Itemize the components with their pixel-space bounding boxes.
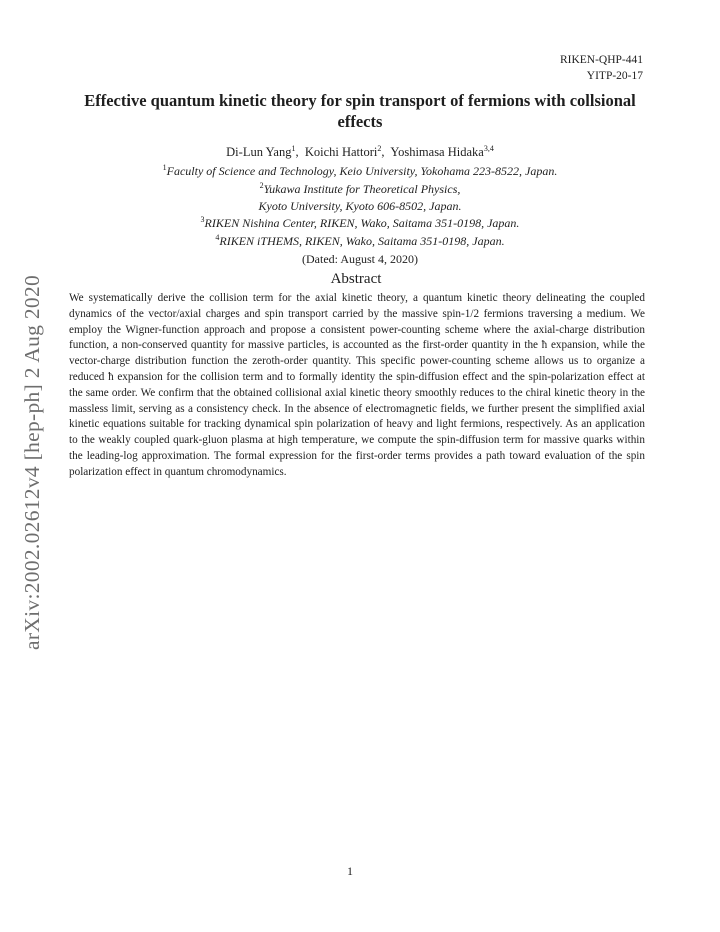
- arxiv-stamp: arXiv:2002.02612v4 [hep-ph] 2 Aug 2020: [20, 274, 44, 650]
- affiliation-text: RIKEN Nishina Center, RIKEN, Wako, Saitama 351-0198, Japan.: [204, 216, 520, 230]
- affiliation-mark: 4: [215, 233, 220, 242]
- author-name: Di-Lun Yang: [226, 145, 292, 159]
- affiliation: [0, 164, 720, 179]
- affiliation-mark: 3: [200, 215, 205, 224]
- page-number: 1: [347, 864, 353, 878]
- dated-line: (Dated: August 4, 2020): [302, 252, 418, 266]
- affiliation-mark: 2: [259, 181, 264, 190]
- paper-title: Effective quantum kinetic theory for spin transport of fermions with collsional effects: [84, 91, 636, 131]
- author-affiliation-mark: 1: [291, 144, 296, 153]
- report-number: RIKEN-QHP-441: [559, 54, 643, 66]
- author-affiliation-mark: 2: [377, 144, 382, 153]
- affiliation-text: Faculty of Science and Technology, Keio University, Yokohama 223-8522, Japan.: [166, 164, 558, 178]
- abstract-text: We systematically derive the collision term for the axial kinetic theory, a quantum kinetic theory delineating the coupled dynamics of the vector/axial charges and spin transport carried by the massive spin-1/2 fermions traversing a medium. We employ the Wigner-function approach and propose a consistent power-counting scheme where the axial-charge distribution function, a non-conserved quantity for massive particles, is accounted as the first-order quantity in the ħ expansion, while the vector-charge distribution function the zeroth-order quantity. This specific power-counting scheme allows us to organize a reduced ħ expansion for the collision term and to formally identity the spin-diffusion effect and the spin-polarization effect at the same order. We confirm that the obtained collisional axial kinetic theory smoothly reduces to the chiral kinetic theory in the massless limit, serving as a consistency check. In the absence of electromagnetic fields, we further present the simplified axial kinetic equations suitable for tracking dynamical spin polarization of heavy and light fermions, respectively. As an application to the weakly coupled quark-gluon plasma at high temperature, we compute the spin-diffusion term for massive quarks within the leading-log approximation. The formal expression for the first-order terms provides a path toward evaluation of the spin polarization effect in quantum chromodynamics.: [69, 292, 645, 478]
- affiliation: [0, 216, 720, 231]
- affiliation-mark: 1: [162, 163, 167, 172]
- affiliation: [0, 182, 720, 197]
- affiliation: [0, 199, 720, 214]
- author-affiliation-mark: 3,4: [483, 144, 494, 153]
- abstract-heading: Abstract: [330, 271, 382, 287]
- author-name: Koichi Hattori: [304, 145, 378, 159]
- affiliation-text: Kyoto University, Kyoto 606-8502, Japan.: [258, 199, 462, 213]
- author-list: Di-Lun Yang$^1$, Koichi Hattori$^2$, Yoshimasa Hidaka$^{3,4}$: [226, 144, 494, 159]
- report-number: YITP-20-17: [586, 70, 643, 82]
- affiliation-text: Yukawa Institute for Theoretical Physics,: [263, 182, 461, 196]
- affiliation-text: RIKEN iTHEMS, RIKEN, Wako, Saitama 351-0198, Japan.: [219, 234, 505, 248]
- author-name: Yoshimasa Hidaka: [390, 145, 484, 159]
- affiliation: [0, 234, 720, 249]
